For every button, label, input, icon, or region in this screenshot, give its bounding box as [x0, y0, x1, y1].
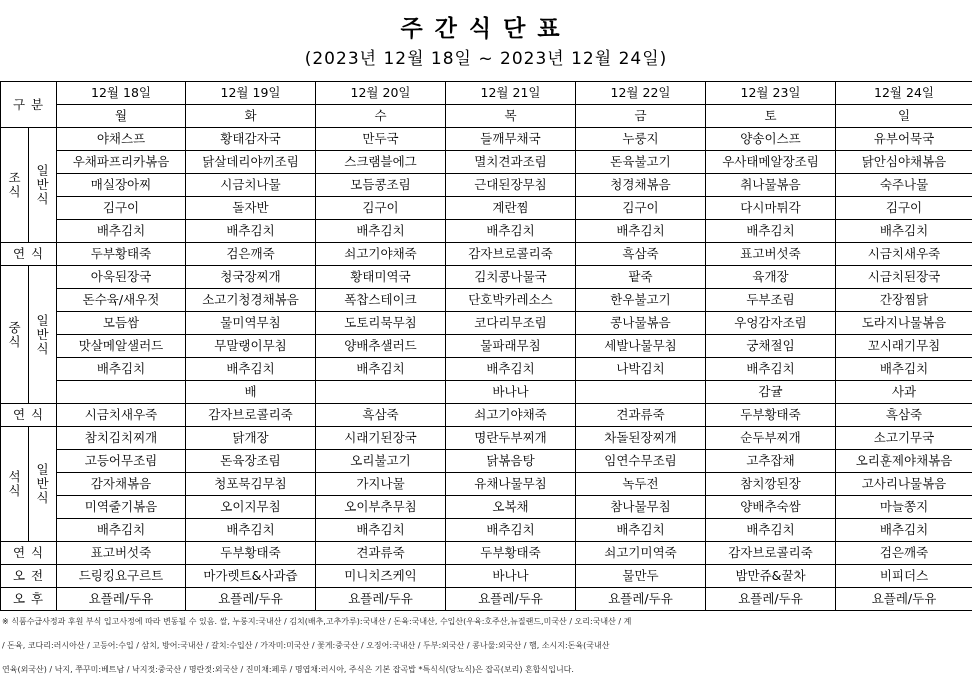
menu-item: 녹두전 [576, 473, 706, 496]
header-gubun: 구 분 [1, 82, 57, 128]
menu-item: 황태미역국 [316, 266, 446, 289]
menu-item: 배추김치 [186, 519, 316, 542]
menu-item: 오이부추무침 [316, 496, 446, 519]
menu-item [316, 381, 446, 404]
menu-item: 마가렛트&사과즙 [186, 565, 316, 588]
vertical-char: 식 [36, 340, 49, 356]
header-day: 토 [706, 105, 836, 128]
menu-item: 배추김치 [446, 519, 576, 542]
table-row [1, 220, 972, 243]
dinner-label [1, 427, 29, 542]
table-row [1, 565, 972, 588]
menu-item: 두부황태죽 [186, 542, 316, 565]
menu-item: 배추김치 [576, 220, 706, 243]
table-row [1, 312, 972, 335]
date-range: (2023년 12월 18일 ~ 2023년 12월 24일) [304, 49, 668, 69]
menu-item: 쇠고기야채죽 [316, 243, 446, 266]
menu-item: 모듬쌈 [57, 312, 186, 335]
menu-item: 돈육불고기 [576, 151, 706, 174]
table-row [1, 542, 972, 565]
table-row [1, 243, 972, 266]
menu-item: 두부조림 [706, 289, 836, 312]
menu-item: 김구이 [57, 197, 186, 220]
lunch-label [1, 266, 29, 404]
pm-label: 오 후 [1, 588, 57, 611]
snack-label: 연 식 [1, 404, 57, 427]
menu-item: 팥죽 [576, 266, 706, 289]
vertical-char: 식 [8, 333, 21, 349]
menu-item: 배추김치 [706, 220, 836, 243]
general-meal-label [29, 266, 57, 404]
menu-item: 스크램블에그 [316, 151, 446, 174]
vertical-char: 식 [36, 490, 49, 505]
menu-item: 닭안심야채볶음 [836, 151, 972, 174]
menu-item: 배추김치 [706, 358, 836, 381]
menu-item: 간장찜닭 [836, 289, 972, 312]
menu-item: 양배추숙쌈 [706, 496, 836, 519]
menu-item [57, 381, 186, 404]
menu-item: 세발나물무침 [576, 335, 706, 358]
header-day: 화 [186, 105, 316, 128]
menu-item: 요플레/두유 [836, 588, 972, 611]
menu-item: 배추김치 [446, 358, 576, 381]
menu-item: 코다리무조림 [446, 312, 576, 335]
snack-label: 연 식 [1, 542, 57, 565]
menu-item: 시금치새우죽 [57, 404, 186, 427]
menu-item: 시금치나물 [186, 174, 316, 197]
menu-item: 요플레/두유 [576, 588, 706, 611]
menu-item: 배추김치 [316, 519, 446, 542]
menu-item: 우채파프리카볶음 [57, 151, 186, 174]
menu-item: 참치깡된장 [706, 473, 836, 496]
menu-item: 두부황태죽 [706, 404, 836, 427]
menu-item: 흑삼죽 [576, 243, 706, 266]
menu-item: 궁채절임 [706, 335, 836, 358]
menu-item: 배추김치 [57, 220, 186, 243]
table-row [1, 427, 972, 450]
menu-item: 요플레/두유 [446, 588, 576, 611]
menu-item: 우사태메알장조림 [706, 151, 836, 174]
menu-item: 유채나물무침 [446, 473, 576, 496]
menu-item: 흑삼죽 [836, 404, 972, 427]
menu-item: 임연수무조림 [576, 450, 706, 473]
menu-item: 꼬시래기무침 [836, 335, 972, 358]
menu-item: 검은깨죽 [836, 542, 972, 565]
vertical-char: 조 [8, 170, 21, 185]
menu-item: 표고버섯죽 [706, 243, 836, 266]
footnote-line: 연육(외국산) / 낙지, 쭈꾸미:베트남 / 낙지젓:중국산 / 명란젓:외국산 / 진미채:페루 / 명엽채:러시아, 주식은 기본 잡곡밥 *특식식(당뇨식)은 잡곡(보리) 혼합식입니다. [2, 665, 574, 674]
menu-item: 가지나물 [316, 473, 446, 496]
header-date: 12월 21일 [446, 82, 576, 105]
page-title: 주간식단표 [400, 16, 572, 42]
menu-item: 소고기무국 [836, 427, 972, 450]
menu-item: 계란찜 [446, 197, 576, 220]
menu-item: 고사리나물볶음 [836, 473, 972, 496]
table-row [1, 128, 972, 151]
menu-item: 바나나 [446, 565, 576, 588]
vertical-char: 반 [36, 177, 49, 192]
menu-item: 배추김치 [57, 358, 186, 381]
menu-item: 쇠고기야채죽 [446, 404, 576, 427]
menu-item: 아욱된장국 [57, 266, 186, 289]
vertical-char: 석 [8, 469, 21, 484]
menu-item: 청포묵김무침 [186, 473, 316, 496]
menu-item: 명란두부찌개 [446, 427, 576, 450]
menu-item: 견과류죽 [316, 542, 446, 565]
table-row [1, 289, 972, 312]
menu-item: 김치콩나물국 [446, 266, 576, 289]
menu-item: 들깨무채국 [446, 128, 576, 151]
menu-item: 야채스프 [57, 128, 186, 151]
menu-item: 시래기된장국 [316, 427, 446, 450]
menu-item: 배추김치 [316, 358, 446, 381]
menu-item: 시금치된장국 [836, 266, 972, 289]
table-row [1, 82, 972, 105]
table-row [1, 105, 972, 128]
menu-item: 오이지무침 [186, 496, 316, 519]
menu-item: 마늘쫑지 [836, 496, 972, 519]
header-day: 수 [316, 105, 446, 128]
menu-table [0, 81, 972, 611]
menu-item: 배추김치 [836, 220, 972, 243]
menu-item: 닭볶음탕 [446, 450, 576, 473]
menu-item: 닭살데리야끼조림 [186, 151, 316, 174]
menu-item: 요플레/두유 [706, 588, 836, 611]
vertical-char: 식 [8, 184, 21, 199]
header-date: 12월 18일 [57, 82, 186, 105]
menu-item: 돈육장조림 [186, 450, 316, 473]
menu-item: 두부황태죽 [57, 243, 186, 266]
table-row [1, 358, 972, 381]
menu-item: 근대된장무침 [446, 174, 576, 197]
menu-item: 쇠고기미역죽 [576, 542, 706, 565]
menu-item: 폭찹스테이크 [316, 289, 446, 312]
table-row [1, 450, 972, 473]
menu-item: 감자브로콜리죽 [186, 404, 316, 427]
menu-item: 검은깨죽 [186, 243, 316, 266]
menu-item: 멸치견과조림 [446, 151, 576, 174]
header-day: 금 [576, 105, 706, 128]
table-row [1, 404, 972, 427]
table-row [1, 174, 972, 197]
menu-item: 배추김치 [446, 220, 576, 243]
menu-item: 돈수육/새우젓 [57, 289, 186, 312]
header-date: 12월 23일 [706, 82, 836, 105]
menu-item: 밤만쥬&꿀차 [706, 565, 836, 588]
menu-item: 도토리묵무침 [316, 312, 446, 335]
menu-item: 만두국 [316, 128, 446, 151]
vertical-char: 일 [36, 163, 49, 178]
menu-item: 고등어무조림 [57, 450, 186, 473]
table-row [1, 381, 972, 404]
menu-item: 김구이 [836, 197, 972, 220]
menu-item: 배 [186, 381, 316, 404]
menu-item: 배추김치 [186, 220, 316, 243]
header-day: 일 [836, 105, 972, 128]
table-row [1, 588, 972, 611]
header-date: 12월 24일 [836, 82, 972, 105]
menu-item: 나박김치 [576, 358, 706, 381]
vertical-char: 반 [36, 326, 49, 342]
menu-item: 양송이스프 [706, 128, 836, 151]
menu-item: 오리훈제야채볶음 [836, 450, 972, 473]
menu-item: 감자채볶음 [57, 473, 186, 496]
menu-item: 배추김치 [706, 519, 836, 542]
menu-item: 오복채 [446, 496, 576, 519]
menu-item: 닭개장 [186, 427, 316, 450]
menu-item: 드링킹요구르트 [57, 565, 186, 588]
menu-item: 견과류죽 [576, 404, 706, 427]
vertical-char: 일 [36, 462, 49, 477]
menu-item: 두부황태죽 [446, 542, 576, 565]
menu-item: 배추김치 [836, 519, 972, 542]
menu-item: 물파래무침 [446, 335, 576, 358]
menu-item: 단호박카레소스 [446, 289, 576, 312]
menu-item: 배추김치 [316, 220, 446, 243]
vertical-char: 일 [36, 312, 49, 328]
menu-item: 시금치새우죽 [836, 243, 972, 266]
menu-item: 청국장찌개 [186, 266, 316, 289]
general-meal-label [29, 427, 57, 542]
menu-item: 물만두 [576, 565, 706, 588]
header-day: 월 [57, 105, 186, 128]
table-row [1, 335, 972, 358]
menu-item: 청경채볶음 [576, 174, 706, 197]
menu-item: 배추김치 [576, 519, 706, 542]
menu-item: 물미역무침 [186, 312, 316, 335]
footnote-line: / 돈육, 코다리:러시아산 / 고등어:수입 / 삼치, 방어:국내산 / 갈치:수입산 / 가자미:미국산 / 꽃게:중국산 / 오징어:국내산 / 두부:외국산 / 콩나물:외국산 / 햄, 소시지:돈육(국내산 [2, 641, 610, 650]
vertical-char: 식 [8, 483, 21, 498]
vertical-char: 반 [36, 476, 49, 491]
table-row [1, 266, 972, 289]
menu-item: 순두부찌개 [706, 427, 836, 450]
am-label: 오 전 [1, 565, 57, 588]
breakfast-label [1, 128, 29, 243]
menu-item: 콩나물볶음 [576, 312, 706, 335]
menu-item: 감자브로콜리죽 [446, 243, 576, 266]
menu-item: 무말랭이무침 [186, 335, 316, 358]
table-row [1, 519, 972, 542]
table-row [1, 496, 972, 519]
menu-item: 우엉감자조림 [706, 312, 836, 335]
menu-item: 배추김치 [57, 519, 186, 542]
menu-item: 유부어묵국 [836, 128, 972, 151]
menu-item: 미역줄기볶음 [57, 496, 186, 519]
table-row [1, 473, 972, 496]
menu-item: 참나물무침 [576, 496, 706, 519]
menu-item: 비피더스 [836, 565, 972, 588]
menu-item: 오리불고기 [316, 450, 446, 473]
menu-item: 고추잡채 [706, 450, 836, 473]
menu-item: 배추김치 [836, 358, 972, 381]
menu-item: 양배추샐러드 [316, 335, 446, 358]
menu-item: 김구이 [576, 197, 706, 220]
menu-item: 육개장 [706, 266, 836, 289]
vertical-char: 중 [8, 319, 21, 335]
vertical-char: 식 [36, 191, 49, 206]
header-date: 12월 22일 [576, 82, 706, 105]
table-row [1, 151, 972, 174]
menu-item [576, 381, 706, 404]
menu-item: 매실장아찌 [57, 174, 186, 197]
menu-item: 참치김치찌개 [57, 427, 186, 450]
menu-item: 표고버섯죽 [57, 542, 186, 565]
menu-item: 누룽지 [576, 128, 706, 151]
footnotes [0, 610, 972, 682]
snack-label: 연 식 [1, 243, 57, 266]
menu-item: 김구이 [316, 197, 446, 220]
menu-item: 한우불고기 [576, 289, 706, 312]
menu-item: 요플레/두유 [316, 588, 446, 611]
menu-item: 맛살메알샐러드 [57, 335, 186, 358]
table-row [1, 197, 972, 220]
menu-item: 흑삼죽 [316, 404, 446, 427]
menu-item: 바나나 [446, 381, 576, 404]
menu-item: 도라지나물볶음 [836, 312, 972, 335]
menu-item: 요플레/두유 [57, 588, 186, 611]
menu-item: 차돌된장찌개 [576, 427, 706, 450]
menu-item: 다시마튀각 [706, 197, 836, 220]
menu-item: 소고기청경채볶음 [186, 289, 316, 312]
menu-item: 숙주나물 [836, 174, 972, 197]
header-day: 목 [446, 105, 576, 128]
menu-item: 감귤 [706, 381, 836, 404]
menu-item: 미니치즈케익 [316, 565, 446, 588]
menu-item: 사과 [836, 381, 972, 404]
menu-item: 감자브로콜리죽 [706, 542, 836, 565]
menu-item: 요플레/두유 [186, 588, 316, 611]
menu-item: 취나물볶음 [706, 174, 836, 197]
general-meal-label [29, 128, 57, 243]
header-date: 12월 19일 [186, 82, 316, 105]
header-date: 12월 20일 [316, 82, 446, 105]
menu-item: 배추김치 [186, 358, 316, 381]
menu-item: 모듬콩조림 [316, 174, 446, 197]
footnote-line: ※ 식품수급사정과 후원 부식 입고사정에 따라 변동될 수 있음. 쌀, 누룽지:국내산 / 김치(배추,고추가루):국내산 / 돈육:국내산, 수입산(우육:호주산,뉴질랜드,미국산 / 오리:국내산 / 계 [2, 617, 632, 626]
menu-item: 황태감자국 [186, 128, 316, 151]
menu-item: 돌자반 [186, 197, 316, 220]
